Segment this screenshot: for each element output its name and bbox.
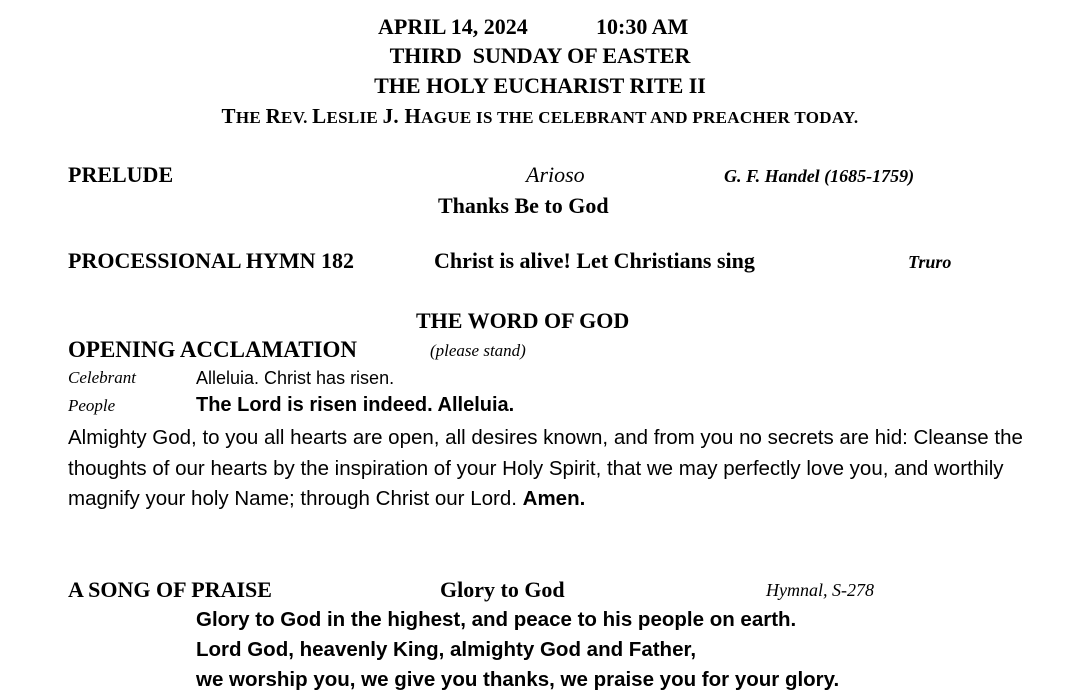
celebrant-line-small: ESLIE [326,108,383,127]
processional-tune: Truro [908,252,952,272]
celebrant-line [0,104,1080,129]
celebrant-line-cap: J. H [382,104,422,128]
hymn-line: Lord God, heavenly King, almighty God and Father, [196,638,697,661]
celebrant-line-small: AGUE IS THE CELEBRANT AND PREACHER TODAY. [421,108,859,127]
celebrant-line-cap: L [312,104,327,128]
service-occasion: THIRD SUNDAY OF EASTER [389,43,691,68]
celebrant-role: Celebrant [68,368,136,387]
celebrant-line-small: HE [235,108,266,127]
section-heading: THE WORD OF GOD [416,308,630,333]
celebrant-line-small: EV. [281,108,313,127]
service-time: 10:30 AM [596,14,689,39]
song-label: A SONG OF PRAISE [68,577,272,602]
processional-label: PROCESSIONAL HYMN 182 [68,248,355,273]
people-text: The Lord is risen indeed. Alleluia. [196,394,515,416]
collect-for-purity [68,423,1028,515]
prelude-title: Arioso [526,162,585,187]
collect-amen: Amen. [522,487,586,510]
prelude-composer: G. F. Handel (1685-1759) [724,166,915,186]
song-source: Hymnal, S-278 [766,580,874,600]
song-title: Glory to God [440,577,565,602]
prelude-label: PRELUDE [68,162,174,187]
celebrant-text: Alleluia. Christ has risen. [196,368,395,388]
people-role: People [68,396,116,415]
service-rite: THE HOLY EUCHARIST RITE II [374,73,706,98]
opening-note: (please stand) [430,341,526,360]
opening-label: OPENING ACCLAMATION [68,337,358,362]
celebrant-line-cap: R [265,104,282,128]
prelude-subtitle: Thanks Be to God [438,193,609,218]
service-date: APRIL 14, 2024 [378,14,528,39]
hymn-line: we worship you, we give you thanks, we praise you for your glory. [196,668,840,691]
processional-title: Christ is alive! Let Christians sing [434,248,755,273]
celebrant-line-cap: T [221,104,236,128]
collect-text: Almighty God, to you all hearts are open, all desires known, and from you no secrets are hid: Cleanse the thoughts of our hearts by the inspiration of your Holy Spirit, that we may perfectly love you, and worthily magnify your holy Name; through Christ our Lord. [68,426,1023,510]
hymn-line: Glory to God in the highest, and peace to his people on earth. [196,608,797,631]
